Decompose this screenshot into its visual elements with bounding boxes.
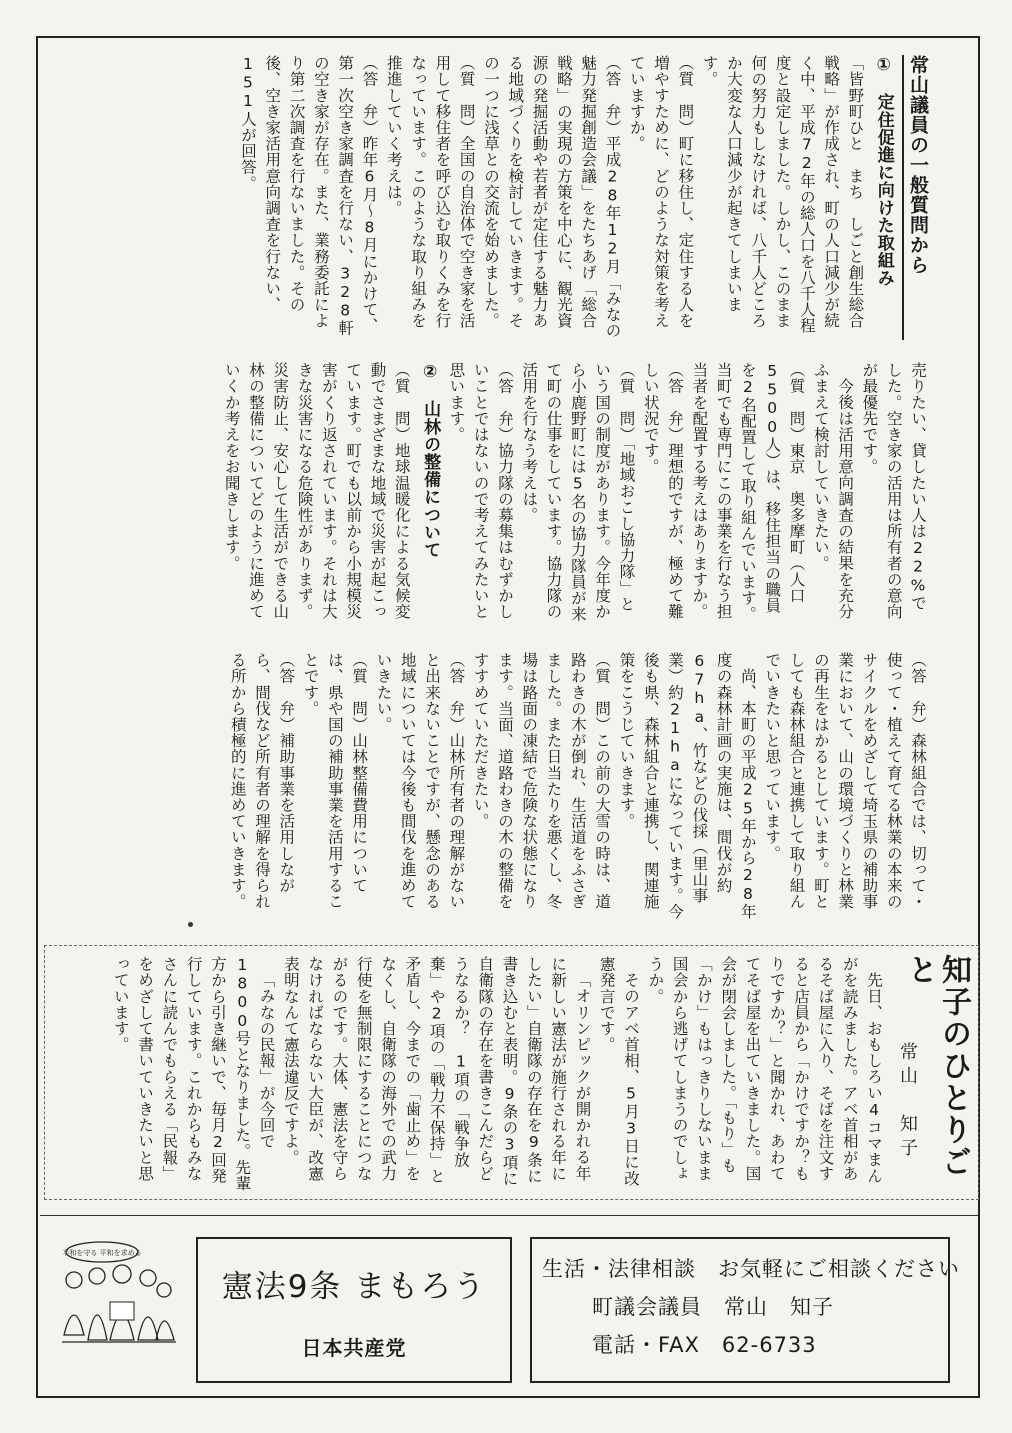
paragraph: （答 弁）森林組合では、切って・使って・植えて育てる林業の本来のサイクルをめざして埼玉県の補助事業において、山の環境づくりと林業の再生をはかるとしています。町としても森林組合と連携して取り組んでいきたいと思っています。 — [763, 652, 927, 910]
paragraph: （質 問）町に移住し、定住する人を増やすために、どのような対策を考えていますか。 — [627, 55, 695, 329]
paragraph: （答 弁）協力隊の募集はむずかしいことではないので考えてみたいと思います。 — [447, 362, 514, 620]
contact-line-3: 電話・FAX 62-6733 — [592, 1333, 817, 1357]
family-illustration-icon — [52, 1240, 180, 1350]
general-question-heading-tier: 常山議員の一般質問から — [902, 55, 930, 340]
question-tier-2 — [50, 362, 930, 624]
paragraph: 「皆野町ひと まち しごと創生総合戦略」が作成され、町の人口減少が続く中、平成72年の総人口を八千人程度と設定しました。しかし、このまま何の努力もしなければ、八千人どころか大変な人口減少が起きてしまいます。 — [700, 55, 865, 334]
paragraph: （答 弁）平成28年12月「みなの魅力発掘創造会議」をたちあげ「総合戦略」の実現の方策を中心に、観光資源の発掘活動や若者が定住する魅力ある地域づくりを検討していきます。その一つに浅草との交流を始めました。 — [481, 55, 622, 339]
punch-dot — [188, 922, 193, 927]
hitorigoto-box — [44, 945, 979, 1200]
paragraph: （答 弁）山林所有者の理解がないと出来ないことですが、懸念のある地域については今後も間伐を進めていきたい。 — [374, 652, 466, 910]
paragraph: 売りたい、貸したい人は22%でした。空き家の活用は所有者の意向が最優先です。 — [860, 362, 927, 620]
paragraph: そのアベ首相、5月3日に改憲発言です。 — [597, 956, 641, 1186]
paragraph: （質 問）「地域おこし協力隊」という国の制度があります。今年度から小鹿野町には5名の協力隊員が来て町の仕事をしています。協力隊の活用を行なう考えは。 — [520, 362, 636, 623]
hitorigoto-title: 知子のひとりごと — [902, 954, 971, 1178]
slogan-box — [196, 1237, 512, 1383]
paragraph: 尚、本町の平成25年から28年度の森林計画の実施は、間伐が約67ha、竹などの伐採（里山事業）約21haになっています。今後も県、森林組合と連携し、関連施策をこうじていきます。 — [617, 652, 757, 920]
hitorigoto-body — [56, 956, 886, 1192]
paragraph: （答 弁）補助事業を活用しながら、間伐など所有者の理解を得られる所から積極的に進めていきます。 — [228, 652, 296, 910]
slogan: 憲法9条 まもろう — [221, 1269, 487, 1305]
contact-line-1: 生活・法律相談 お気軽にご相談ください — [542, 1257, 960, 1281]
paragraph: （質 問）この前の大雪の時は、道路わきの木が倒れ、生活道をふさぎました。また日当たりを悪くし、冬場は路面の凍結で危険な状態になります。当面、道路わきの木の整備をすすめていただきたい。 — [471, 652, 612, 910]
paragraph: 「オリンピックが開かれる年に新しい憲法が施行される年にしたい」自衛隊の存在を9条に書き込むと表明。9条の3項に自衛隊の存在を書きこんだらどうなるか？ 1項の「戦争放棄」や2項の「戦力不保持」と矛盾し、今までの「歯止め」をなくし、自衛隊の海外での武力行使を無制限にすることにつながるのです。大体、憲法を守らなければならない大臣が、改憲表明なんて憲法違反ですよ。 — [281, 956, 592, 1187]
question-tier-3 — [50, 652, 930, 922]
paragraph: （質 問）地球温暖化による気候変動でさまざまな地域で災害が起こっています。町でも以前から小規模災害がくり返されています。それは大きな災害になる危険性がありまず。災害防止、安心して生活ができる山林の整備についてどのように進めていくか考えをお聞きします。 — [222, 362, 411, 620]
section2-title: ② 山林の整備について — [420, 362, 441, 559]
divider — [40, 1215, 978, 1216]
paragraph: （答 弁）昨年6月〜8月にかけて、第一次空き家調査を行ない、328軒の空き家が存在。また、業務委託により第二次調査を行ないました。その後、空き家活用意向調査を行ない、151人が回答。 — [238, 55, 379, 337]
paragraph: （答 弁）理想的ですが、極めて難しい状況です。 — [641, 362, 685, 620]
family-illustration — [52, 1240, 180, 1350]
question-tier-1 — [50, 55, 930, 340]
contact-box — [530, 1237, 960, 1383]
paragraph: 先日、おもしろい4コマまんがを読みました。アベ首相があるそば屋に入り、そばを注文すると店員から「かけですか？もりですか？」と聞かれ、あわててそば屋を出ていきました。国会が閉会しました。「もり」も「かけ」もはっきりしないまま国会から逃げてしまうのでしょうか。 — [646, 956, 883, 1184]
illustration-caption: 平和を守る 平和を求める — [62, 1249, 142, 1257]
paragraph: （質 問）全国の自治体で空き家を活用して移住者を呼び込む取りくみを行なっています。このような取り組みを推進していく考えは。 — [384, 55, 476, 329]
party-name: 日本共産党 — [301, 1336, 407, 1360]
paragraph: （質 問）山林整備費用については、県や国の補助事業を活用することです。 — [301, 652, 369, 910]
hitorigoto-author: 常山 知子 — [897, 1042, 918, 1162]
paragraph: 「みなの民報」が今回で1800号となりました。先輩方から引き継いで、毎月2回発行しています。これからもみなさんに読んでもらえる「民報」をめざして書いていきたいと思っています。 — [111, 956, 276, 1192]
contact-line-2: 町議会議員 常山 知子 — [592, 1295, 834, 1319]
paragraph: 今後は活用意向調査の結果を充分ふまえて検討していきたい。 — [811, 362, 855, 619]
section1-title-tier: ① 定住促進に向けた取組み — [873, 55, 894, 287]
paragraph: （質 問）東京 奥多摩町（人口5500人）は、移住担当の職員を2名配置して取り組んでいます。当町でも専門にこの事業を行なう担当者を配置する考えはありますか。 — [690, 362, 806, 623]
